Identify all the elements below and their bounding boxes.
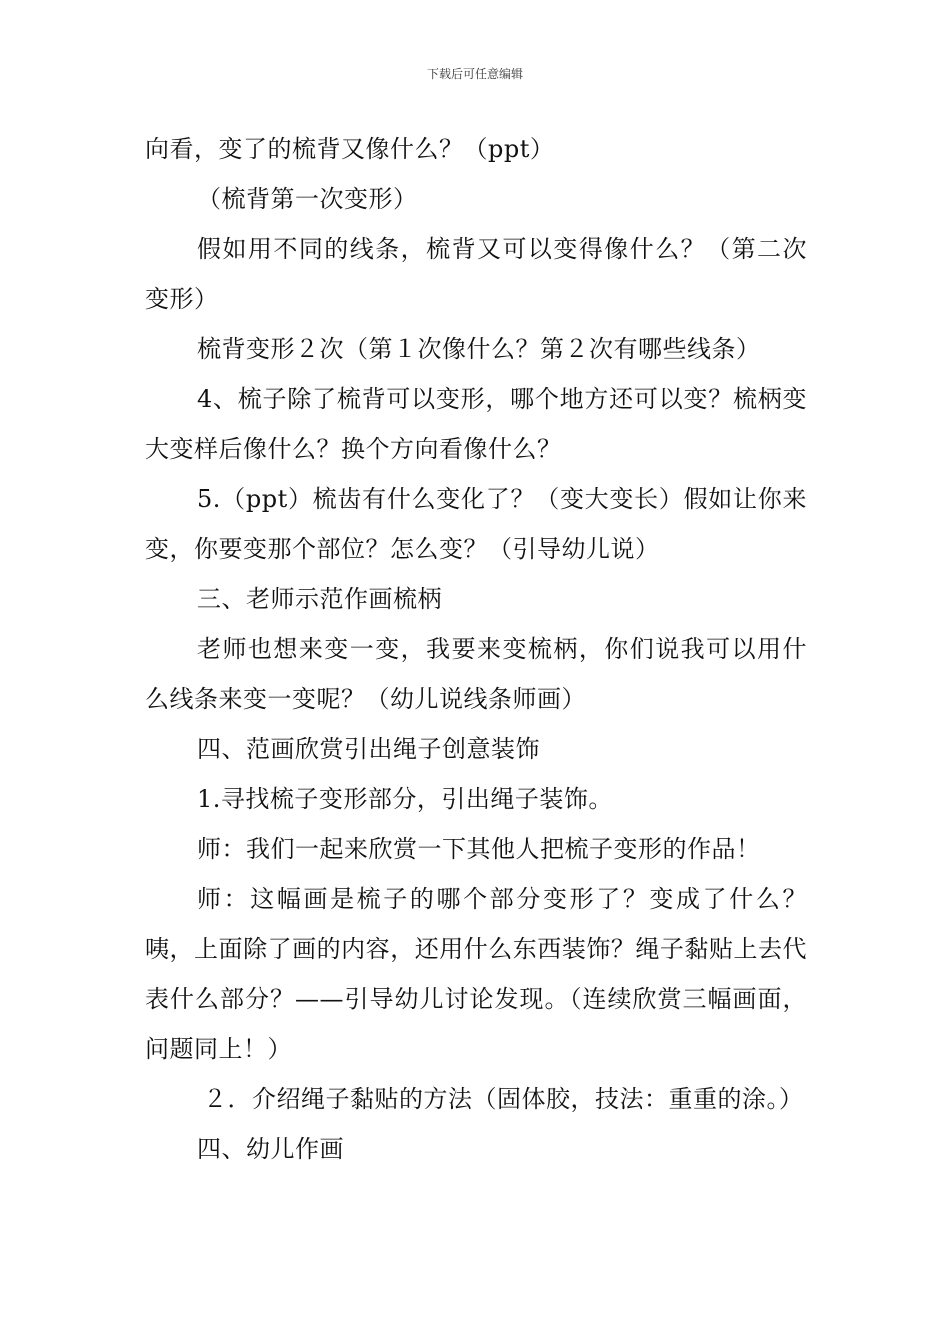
paragraph: ２．介绍绳子黏贴的方法（固体胶，技法：重重的涂。） (203, 1085, 804, 1113)
paragraph: （梳背第一次变形） (197, 185, 418, 213)
paragraph: 向看，变了的梳背又像什么？（ppt） (145, 135, 555, 163)
section-heading: 四、范画欣赏引出绳子创意装饰 (197, 735, 540, 763)
paragraph: 假如用不同的线条，梳背又可以变得像什么？（第二次变形） (145, 235, 807, 313)
section-heading: 四、幼儿作画 (197, 1135, 344, 1163)
paragraph: 老师也想来变一变，我要来变梳柄，你们说我可以用什么线条来变一变呢？（幼儿说线条师画） (145, 635, 807, 713)
paragraph: 梳背变形２次（第１次像什么？第２次有哪些线条） (197, 335, 761, 363)
paragraph: 1.寻找梳子变形部分，引出绳子装饰。 (197, 785, 613, 813)
document-body (145, 124, 807, 1174)
page-header: 下载后可任意编辑 (426, 67, 523, 81)
paragraph: 4、梳子除了梳背可以变形，哪个地方还可以变？梳柄变大变样后像什么？换个方向看像什么？ (145, 385, 807, 463)
paragraph: 师：这幅画是梳子的哪个部分变形了？变成了什么？咦，上面除了画的内容，还用什么东西装饰？绳子黏贴上去代表什么部分？——引导幼儿讨论发现。（连续欣赏三幅画面，问题同上！） (145, 885, 807, 1063)
paragraph: 师：我们一起来欣赏一下其他人把梳子变形的作品！ (197, 835, 761, 863)
paragraph: 5.（ppt）梳齿有什么变化了？（变大变长）假如让你来变，你要变那个部位？怎么变？（引导幼儿说） (145, 485, 807, 563)
section-heading: 三、老师示范作画梳柄 (197, 585, 442, 613)
